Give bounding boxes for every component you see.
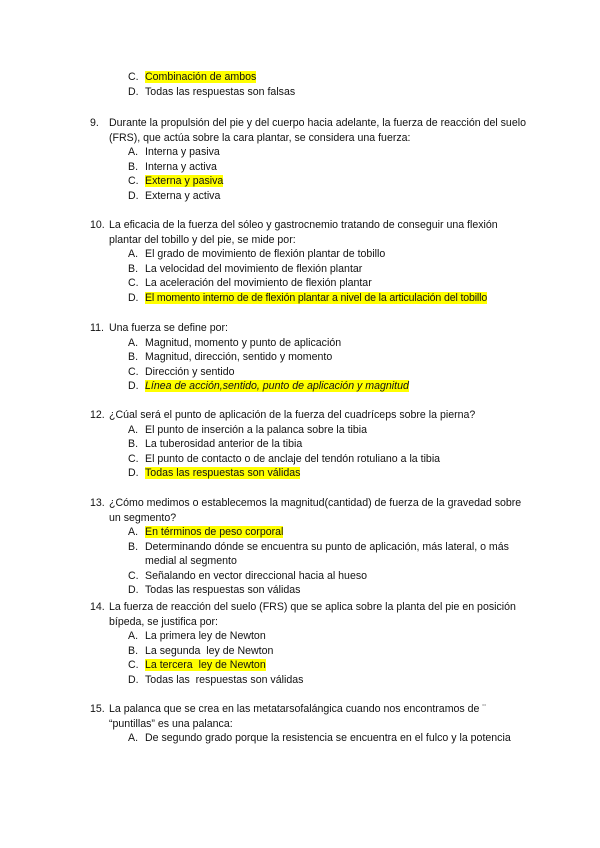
option-letter: A. bbox=[128, 526, 139, 538]
option-letter: D. bbox=[128, 673, 139, 686]
option-text: Magnitud, momento y punto de aplicación bbox=[145, 336, 342, 349]
option-letter: C. bbox=[128, 569, 139, 582]
option-text: Interna y pasiva bbox=[145, 146, 220, 158]
option-text-highlighted: El momento interno de de flexión plantar a nivel de la articulación del tobillo bbox=[145, 291, 488, 304]
options-list bbox=[128, 247, 530, 305]
option-a bbox=[128, 629, 530, 644]
option-c bbox=[128, 658, 530, 673]
option-letter: C. bbox=[128, 659, 139, 671]
option-text-highlighted: Externa y pasiva bbox=[145, 175, 224, 187]
question-text: La eficacia de la fuerza del sóleo y gastrocnemio tratando de conseguir una flexión plantar del tobillo y del pie, se mide por: bbox=[109, 219, 498, 246]
option-letter: D. bbox=[128, 584, 139, 596]
option-a bbox=[128, 731, 530, 746]
option-text-highlighted: Todas las respuestas son válidas bbox=[145, 467, 301, 479]
option-c bbox=[128, 452, 530, 467]
option-b bbox=[128, 437, 530, 452]
options-list bbox=[128, 336, 530, 394]
question-text: Una fuerza se define por: bbox=[109, 322, 228, 334]
options-list bbox=[128, 731, 530, 746]
option-text: Todas las respuestas son válidas bbox=[145, 584, 301, 596]
option-c bbox=[128, 70, 530, 85]
option-text: Interna y activa bbox=[145, 160, 217, 173]
question-13 bbox=[90, 496, 530, 598]
option-c bbox=[128, 365, 530, 380]
option-text: El grado de movimiento de flexión plantar de tobillo bbox=[145, 248, 386, 260]
option-letter: A. bbox=[128, 336, 139, 349]
option-letter: D. bbox=[128, 189, 139, 202]
option-letter: D. bbox=[128, 467, 139, 479]
option-a bbox=[128, 336, 530, 351]
options-list bbox=[128, 525, 530, 598]
option-text: Magnitud, dirección, sentido y momento bbox=[145, 351, 333, 363]
option-text: El punto de contacto o de anclaje del tendón rotuliano a la tibia bbox=[145, 452, 441, 465]
option-d bbox=[128, 673, 530, 688]
option-letter: D. bbox=[128, 85, 139, 98]
options-list bbox=[128, 423, 530, 481]
option-letter: B. bbox=[128, 438, 139, 450]
question-text: ¿Cúal será el punto de aplicación de la fuerza del cuadríceps sobre la pierna? bbox=[109, 409, 476, 421]
option-text: El punto de inserción a la palanca sobre la tibia bbox=[145, 423, 368, 436]
option-text: La primera ley de Newton bbox=[145, 630, 266, 642]
option-letter: B. bbox=[128, 540, 139, 553]
option-d bbox=[128, 583, 530, 598]
option-letter: C. bbox=[128, 71, 139, 83]
option-letter: D. bbox=[128, 291, 139, 304]
options-list bbox=[128, 629, 530, 687]
option-text: La velocidad del movimiento de flexión plantar bbox=[145, 262, 363, 275]
option-text-highlighted: En términos de peso corporal bbox=[145, 526, 284, 538]
option-text-highlighted: Combinación de ambos bbox=[145, 71, 257, 83]
option-b bbox=[128, 160, 530, 175]
option-a bbox=[128, 525, 530, 540]
option-a bbox=[128, 247, 530, 262]
option-c bbox=[128, 174, 530, 189]
question-text: La fuerza de reacción del suelo (FRS) que se aplica sobre la planta del pie en posición bípeda, se justifica por: bbox=[109, 601, 516, 628]
option-text: Dirección y sentido bbox=[145, 365, 235, 378]
option-text: Todas las respuestas son válidas bbox=[145, 673, 304, 686]
option-d bbox=[128, 291, 585, 306]
option-a bbox=[128, 145, 530, 160]
question-10 bbox=[90, 218, 530, 305]
option-letter: C. bbox=[128, 452, 139, 465]
option-letter: C. bbox=[128, 175, 139, 187]
options-list bbox=[128, 70, 530, 99]
option-letter: B. bbox=[128, 351, 139, 363]
option-letter: C. bbox=[128, 277, 139, 289]
option-d bbox=[128, 379, 530, 394]
question-12 bbox=[90, 408, 530, 481]
option-b bbox=[128, 540, 530, 569]
question-number: 9. bbox=[90, 117, 99, 129]
option-c bbox=[128, 569, 530, 584]
option-b bbox=[128, 644, 530, 659]
option-letter: A. bbox=[128, 630, 139, 642]
option-b bbox=[128, 262, 530, 277]
option-letter: B. bbox=[128, 644, 139, 657]
question-number: 14. bbox=[90, 601, 105, 613]
question-number: 12. bbox=[90, 409, 105, 421]
option-d bbox=[128, 85, 530, 100]
question-11 bbox=[90, 321, 530, 394]
option-letter: A. bbox=[128, 732, 139, 744]
option-text: Externa y activa bbox=[145, 189, 221, 202]
question-number: 15. bbox=[90, 703, 105, 715]
option-letter: A. bbox=[128, 423, 139, 436]
option-text: Determinando dónde se encuentra su punto de aplicación, más lateral, o más medial al segmento bbox=[145, 540, 509, 567]
option-letter: B. bbox=[128, 160, 139, 173]
question-text: Durante la propulsión del pie y del cuerpo hacia adelante, la fuerza de reacción del suelo (FRS), que actúa sobre la cara plantar, se considera una fuerza: bbox=[109, 117, 526, 144]
option-text: La segunda ley de Newton bbox=[145, 644, 274, 657]
question-8-tail bbox=[90, 70, 530, 99]
option-text: La tuberosidad anterior de la tibia bbox=[145, 438, 303, 450]
option-letter: A. bbox=[128, 248, 139, 260]
question-text: ¿Cómo medimos o establecemos la magnitud(cantidad) de fuerza de la gravedad sobre un segmento? bbox=[109, 497, 522, 524]
option-text: De segundo grado porque la resistencia se encuentra en el fulco y la potencia bbox=[145, 732, 511, 744]
option-text-highlighted: Línea de acción,sentido, punto de aplicación y magnitud bbox=[145, 380, 409, 392]
option-letter: D. bbox=[128, 380, 139, 392]
option-text: La aceleración del movimiento de flexión plantar bbox=[145, 277, 372, 289]
option-letter: A. bbox=[128, 146, 139, 158]
option-text-highlighted: La tercera ley de Newton bbox=[145, 659, 266, 671]
option-letter: B. bbox=[128, 262, 139, 275]
option-c bbox=[128, 276, 530, 291]
option-d bbox=[128, 466, 530, 481]
question-text: La palanca que se crea en las metatarsofalángica cuando nos encontramos de ¨ “puntillas” es una palanca: bbox=[109, 703, 486, 730]
question-14 bbox=[90, 600, 530, 687]
option-b bbox=[128, 350, 530, 365]
question-15 bbox=[90, 702, 530, 746]
option-text: Señalando en vector direccional hacia al hueso bbox=[145, 569, 368, 582]
option-text: Todas las respuestas son falsas bbox=[145, 85, 296, 98]
option-d bbox=[128, 189, 530, 204]
options-list bbox=[128, 145, 530, 203]
question-number: 10. bbox=[90, 219, 105, 231]
question-9 bbox=[90, 116, 530, 203]
question-number: 13. bbox=[90, 497, 105, 509]
question-number: 11. bbox=[90, 322, 104, 334]
option-letter: C. bbox=[128, 365, 139, 378]
option-a bbox=[128, 423, 530, 438]
